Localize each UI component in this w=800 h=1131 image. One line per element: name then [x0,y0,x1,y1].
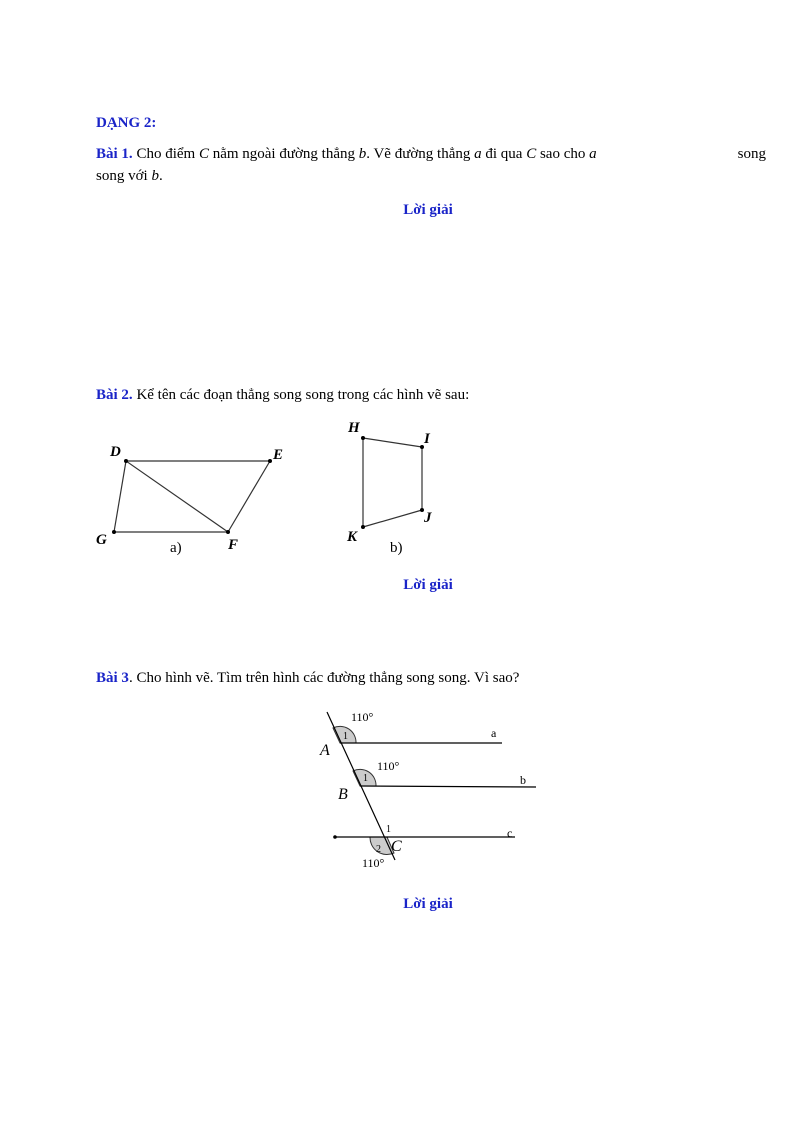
segment-JK [363,510,422,527]
var-b: b [151,168,159,184]
bai3-line [96,667,519,689]
figure-a [114,461,270,532]
solution-label-1: Lời giải [403,202,453,218]
bai1-text: song [737,146,766,162]
var-b: b [358,146,367,162]
bai1-text: . Vẽ đường thẳng [366,146,471,162]
figure-b [363,438,422,527]
bai3-figure [0,700,800,890]
point-J: J [424,510,432,526]
bai1-line1 [96,143,766,165]
angle-B-label: 110° [377,759,400,773]
point-E: E [273,447,284,463]
point-A: A [320,742,330,759]
line-b [360,786,536,787]
angle-mark-C2: 2 [376,844,381,855]
solution-label-3: Lời giải [403,896,453,912]
point-C: C [391,838,402,855]
line-a-label: a [491,726,497,740]
caption-b: b) [390,540,403,556]
var-a: a [474,146,482,162]
point-B: B [338,786,348,803]
segment-DG [114,461,126,532]
segment-HI [363,438,422,447]
bai1-text: đi qua [485,146,523,162]
bai2-figures [0,410,800,570]
angle-A-label: 110° [351,710,374,724]
section-heading: DẠNG 2: [96,115,157,131]
bai1-line2 [96,165,163,187]
angle-mark-B1: 1 [363,773,368,784]
line-c-label: c [507,826,513,840]
bai1-text: song với [96,168,148,184]
point-I: I [424,431,430,447]
var-a: a [589,146,597,162]
bai3-text: . Cho hình vẽ. Tìm trên hình các đường thẳng song song. Vì sao? [128,670,520,686]
caption-a: a) [170,540,182,556]
point-G: G [96,532,107,548]
angle-C-label: 110° [362,856,385,870]
bai2-line [96,384,469,406]
bai1-text: sao cho [539,146,586,162]
bai1-label: Bài 1. [96,146,133,162]
point-H: H [348,420,360,436]
var-C: C [198,146,209,162]
point-F: F [228,537,239,553]
point-D: D [110,444,121,460]
bai2-text: Kể tên các đoạn thẳng song song trong các hình vẽ sau: [136,387,470,403]
bai2-label: Bài 2. [96,387,133,403]
line-b-label: b [520,773,526,787]
bai1-text: nằm ngoài đường thẳng [212,146,355,162]
angle-mark-C1: 1 [386,824,391,835]
segment-FE [228,461,270,532]
bai1-text: Cho điểm [136,146,196,162]
segment-DF [126,461,228,532]
var-C: C [526,146,537,162]
point-K: K [347,529,358,545]
solution-label-2: Lời giải [403,577,453,593]
bai1-text: . [158,168,163,184]
bai3-label: Bài 3 [96,670,129,686]
angle-mark-A1: 1 [343,731,348,742]
